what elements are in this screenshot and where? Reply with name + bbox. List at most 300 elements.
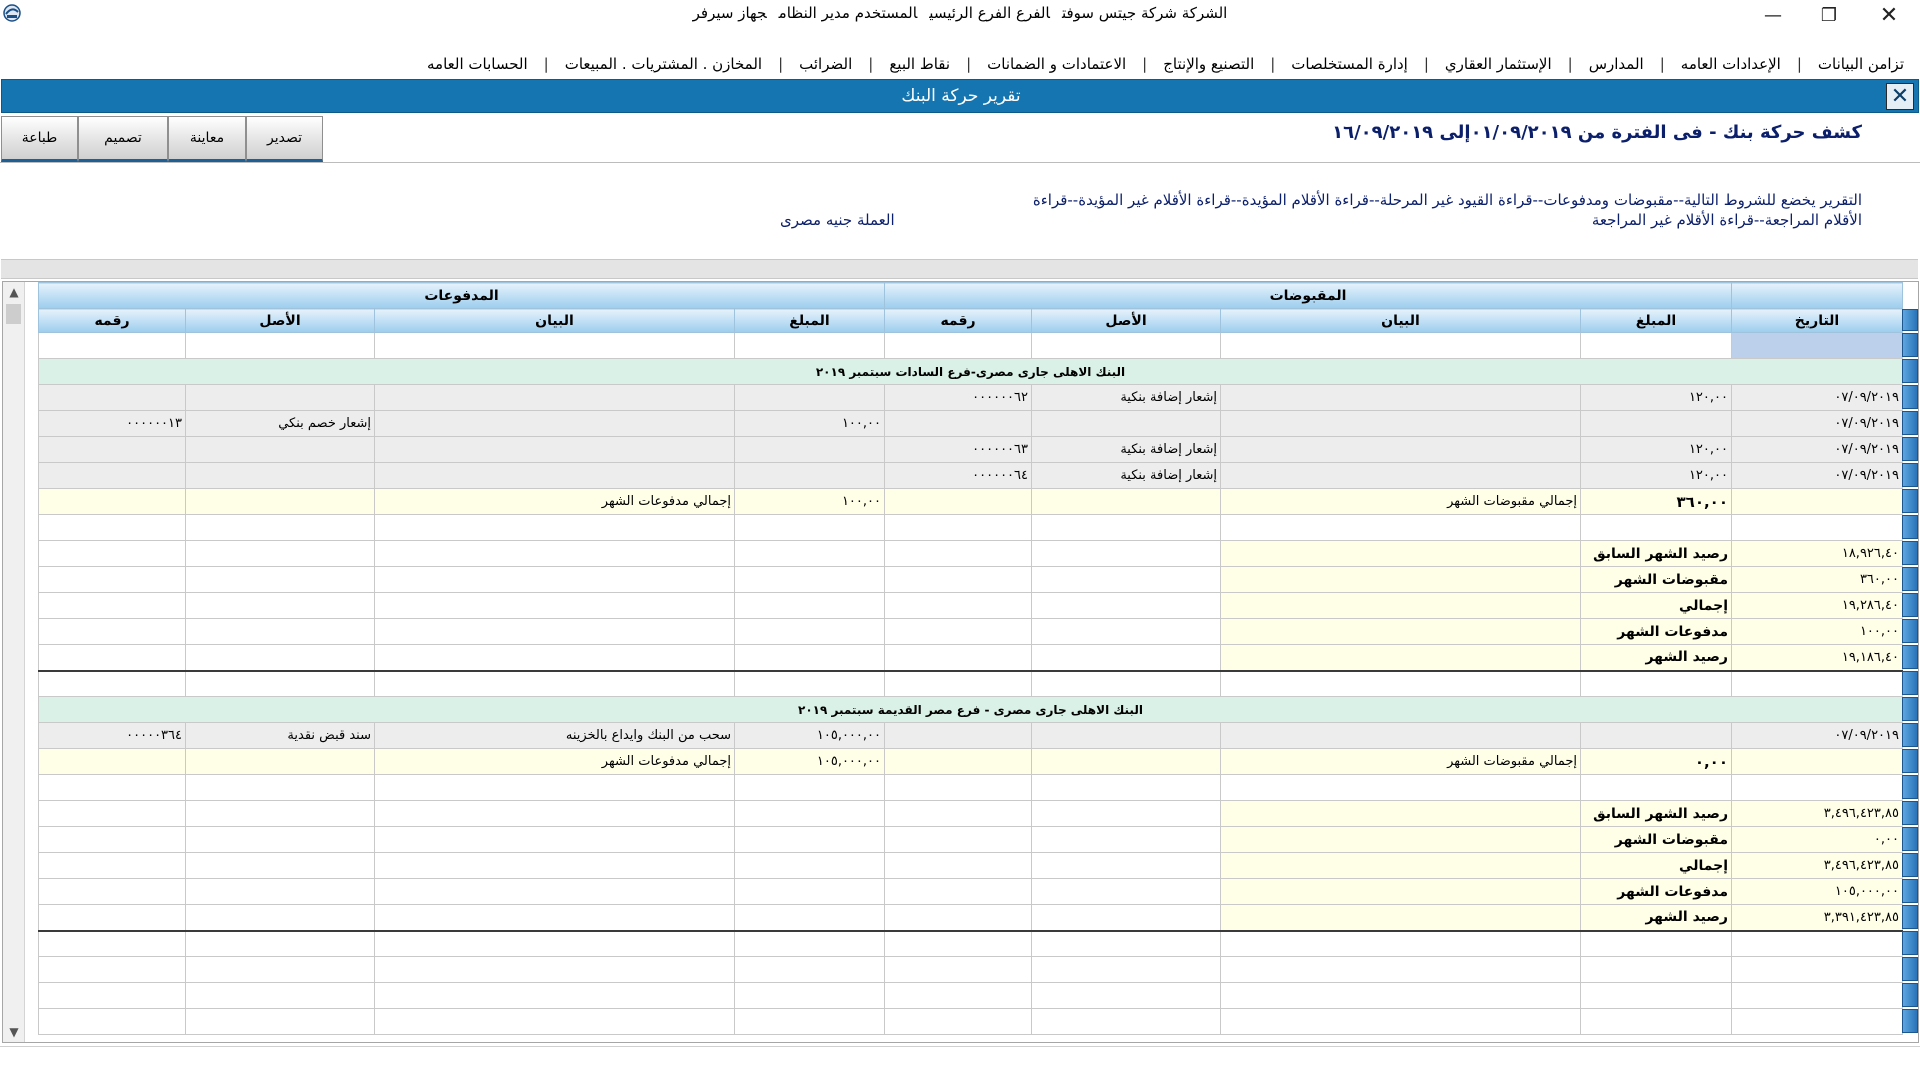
balance-row[interactable] <box>39 801 1903 827</box>
row-selector[interactable] <box>1902 309 1918 331</box>
cell-r-amount: ٠,٠٠ <box>1581 749 1732 775</box>
cell-p-amount <box>735 827 885 853</box>
main-menu-bar <box>0 30 1920 78</box>
cell-p-desc <box>375 593 735 619</box>
cell-r-amount: رصيد الشهر <box>1581 905 1732 931</box>
minimize-button[interactable]: — <box>1764 4 1782 26</box>
cell-date: ٣,٤٩٦,٤٢٣,٨٥ <box>1732 801 1903 827</box>
cell-p-amount <box>735 853 885 879</box>
cell-r-no <box>885 905 1032 931</box>
cell-r-no <box>885 645 1032 671</box>
balance-row[interactable] <box>39 879 1903 905</box>
report-header <box>1 79 1919 113</box>
cell-r-desc: إجمالي مقبوضات الشهر <box>1221 489 1581 515</box>
date-group-header <box>1732 283 1903 309</box>
cell-p-origin <box>186 593 375 619</box>
cell-p-amount <box>735 333 885 359</box>
cell-p-no: ٠٠٠٠٠٠١٣ <box>39 411 186 437</box>
col-header-p-desc[interactable]: البيان <box>375 309 735 333</box>
menu-item-3[interactable]: نقاط البيع <box>889 55 951 73</box>
table-row[interactable] <box>39 385 1903 411</box>
scroll-thumb[interactable] <box>6 304 21 324</box>
balance-row[interactable] <box>39 853 1903 879</box>
cell-p-no <box>39 645 186 671</box>
cell-r-origin: إشعار إضافة بنكية <box>1032 437 1221 463</box>
menu-separator: | <box>1423 55 1429 73</box>
cell-p-amount <box>735 671 885 697</box>
cell-p-origin <box>186 827 375 853</box>
cell-r-amount <box>1581 515 1732 541</box>
cell-p-desc: إجمالي مدفوعات الشهر <box>375 749 735 775</box>
cell-r-origin <box>1032 827 1221 853</box>
title-user: المستخدم مدير النظام <box>778 4 918 22</box>
cell-r-no <box>885 411 1032 437</box>
row-selector[interactable] <box>1902 541 1918 565</box>
row-selector[interactable] <box>1902 853 1918 877</box>
cell-p-amount <box>735 879 885 905</box>
cell-p-desc <box>375 515 735 541</box>
cell-p-origin <box>186 619 375 645</box>
cell-p-no <box>39 905 186 931</box>
cell-r-origin <box>1032 879 1221 905</box>
section-row[interactable] <box>39 697 1903 723</box>
cell-p-desc <box>375 541 735 567</box>
menu-item-8[interactable]: المدارس <box>1588 55 1644 73</box>
cell-r-desc <box>1221 827 1581 853</box>
cell-p-desc <box>375 437 735 463</box>
cell-p-no <box>39 437 186 463</box>
cell-p-desc <box>375 827 735 853</box>
title-branch: الفرع الفرع الرئيسي <box>929 4 1050 22</box>
cell-p-no <box>39 333 186 359</box>
cell-date <box>1732 489 1903 515</box>
section-title: البنك الاهلى جارى مصرى - فرع مصر القديمة سبتمبر ٢٠١٩ <box>39 697 1903 723</box>
cell-p-amount <box>735 619 885 645</box>
export-button[interactable]: تصدير <box>246 116 323 162</box>
cell-p-desc <box>375 333 735 359</box>
cell-p-no <box>39 957 186 983</box>
menu-item-1[interactable]: المخازن . المشتريات . المبيعات <box>564 55 763 73</box>
cell-p-amount <box>735 593 885 619</box>
cell-date: ٠٧/٠٩/٢٠١٩ <box>1732 437 1903 463</box>
cell-p-origin <box>186 333 375 359</box>
blank-row[interactable] <box>39 983 1903 1009</box>
col-header-r-amount[interactable]: المبلغ <box>1581 309 1732 333</box>
cell-r-origin <box>1032 333 1221 359</box>
cell-p-amount <box>735 983 885 1009</box>
row-selector[interactable] <box>1902 723 1918 747</box>
cell-r-desc <box>1221 385 1581 411</box>
cell-p-no <box>39 775 186 801</box>
cell-p-desc <box>375 983 735 1009</box>
blank-row[interactable] <box>39 333 1903 359</box>
title-bar <box>0 0 1920 30</box>
row-selector[interactable] <box>1902 593 1918 617</box>
cell-p-no <box>39 827 186 853</box>
menu-item-0[interactable]: الحسابات العامه <box>427 55 528 73</box>
row-selector[interactable] <box>1902 879 1918 903</box>
cell-r-amount <box>1581 333 1732 359</box>
balance-row[interactable] <box>39 619 1903 645</box>
column-header-row <box>39 309 1903 333</box>
payments-group-header: المدفوعات <box>39 283 885 309</box>
cell-r-desc <box>1221 957 1581 983</box>
blank-row[interactable] <box>39 515 1903 541</box>
cell-date: ٠٧/٠٩/٢٠١٩ <box>1732 723 1903 749</box>
cell-p-origin: إشعار خصم بنكي <box>186 411 375 437</box>
cell-p-no <box>39 853 186 879</box>
menu-separator: | <box>966 55 972 73</box>
cell-date <box>1732 1009 1903 1035</box>
balance-row[interactable] <box>39 827 1903 853</box>
cell-r-origin: إشعار إضافة بنكية <box>1032 463 1221 489</box>
cell-r-desc <box>1221 931 1581 957</box>
cell-date: ٠٧/٠٩/٢٠١٩ <box>1732 463 1903 489</box>
blank-row[interactable] <box>39 931 1903 957</box>
menu-list <box>425 55 1906 73</box>
col-header-r-no[interactable]: رقمه <box>885 309 1032 333</box>
row-selector[interactable] <box>1902 463 1918 487</box>
total-row[interactable] <box>39 489 1903 515</box>
cell-p-desc <box>375 619 735 645</box>
restore-button[interactable]: ❐ <box>1820 4 1838 26</box>
row-selector[interactable] <box>1902 359 1918 383</box>
cell-r-desc <box>1221 515 1581 541</box>
cell-p-desc: إجمالي مدفوعات الشهر <box>375 489 735 515</box>
menu-separator: | <box>1659 55 1665 73</box>
separator-strip <box>1 259 1918 279</box>
cell-p-desc <box>375 931 735 957</box>
row-selector[interactable] <box>1902 775 1918 799</box>
cell-p-origin <box>186 801 375 827</box>
cell-p-amount: ١٠٥,٠٠٠,٠٠ <box>735 723 885 749</box>
blank-row[interactable] <box>39 1009 1903 1035</box>
col-header-p-no[interactable]: رقمه <box>39 309 186 333</box>
section-row[interactable] <box>39 359 1903 385</box>
blank-row[interactable] <box>39 671 1903 697</box>
row-selector[interactable] <box>1902 385 1918 409</box>
cell-r-no <box>885 671 1032 697</box>
total-row[interactable] <box>39 749 1903 775</box>
cell-p-no <box>39 749 186 775</box>
cell-date <box>1732 515 1903 541</box>
row-selector[interactable] <box>1902 567 1918 591</box>
row-selector[interactable] <box>1902 983 1918 1007</box>
cell-r-amount: مدفوعات الشهر <box>1581 879 1732 905</box>
cell-r-origin <box>1032 931 1221 957</box>
cell-p-amount: ١٠٠,٠٠ <box>735 489 885 515</box>
cell-r-no <box>885 593 1032 619</box>
row-selector[interactable] <box>1902 333 1918 357</box>
cell-p-origin: سند قبض نقدية <box>186 723 375 749</box>
menu-separator: | <box>543 55 549 73</box>
cell-r-desc <box>1221 463 1581 489</box>
row-selector[interactable] <box>1902 827 1918 851</box>
table-row[interactable] <box>39 723 1903 749</box>
cell-date <box>1732 671 1903 697</box>
cell-p-amount <box>735 957 885 983</box>
cell-date: ١٩,١٨٦,٤٠ <box>1732 645 1903 671</box>
cell-p-amount <box>735 905 885 931</box>
cell-p-desc <box>375 645 735 671</box>
cell-p-desc <box>375 411 735 437</box>
cell-r-origin <box>1032 515 1221 541</box>
cell-r-no <box>885 957 1032 983</box>
balance-row[interactable] <box>39 645 1903 671</box>
cell-p-no <box>39 619 186 645</box>
cell-date <box>1732 749 1903 775</box>
cell-r-desc <box>1221 333 1581 359</box>
cell-r-no <box>885 879 1032 905</box>
cell-r-amount <box>1581 957 1732 983</box>
close-icon: ✕ <box>1890 84 1910 109</box>
cell-p-no <box>39 541 186 567</box>
grid-table-wrapper <box>38 282 1902 1035</box>
cell-r-desc <box>1221 411 1581 437</box>
cell-r-no <box>885 801 1032 827</box>
cell-r-origin <box>1032 567 1221 593</box>
row-selector-column <box>1902 282 1918 1042</box>
row-selector[interactable] <box>1902 957 1918 981</box>
balance-row[interactable] <box>39 593 1903 619</box>
cell-p-origin <box>186 931 375 957</box>
menu-item-2[interactable]: الضرائب <box>799 55 853 73</box>
cell-date: ٣,٤٩٦,٤٢٣,٨٥ <box>1732 853 1903 879</box>
cell-p-desc <box>375 385 735 411</box>
cell-p-origin <box>186 905 375 931</box>
cell-date: ١٠٠,٠٠ <box>1732 619 1903 645</box>
cell-r-amount <box>1581 931 1732 957</box>
print-button[interactable]: طباعة <box>1 116 78 162</box>
cell-r-origin <box>1032 983 1221 1009</box>
cell-r-no <box>885 749 1032 775</box>
window-close-button[interactable]: ✕ <box>1879 2 1899 28</box>
cell-date: ٠,٠٠ <box>1732 827 1903 853</box>
cell-p-amount <box>735 541 885 567</box>
cell-p-no <box>39 671 186 697</box>
cell-r-desc <box>1221 567 1581 593</box>
cell-r-origin <box>1032 671 1221 697</box>
blank-row[interactable] <box>39 775 1903 801</box>
title-device: جهاز سيرفر <box>692 4 767 22</box>
cell-p-amount <box>735 801 885 827</box>
cell-r-amount: رصيد الشهر السابق <box>1581 541 1732 567</box>
cell-r-desc <box>1221 1009 1581 1035</box>
col-header-p-origin[interactable]: الأصل <box>186 309 375 333</box>
row-selector[interactable] <box>1902 671 1918 695</box>
scroll-down-icon[interactable]: ▼ <box>9 1025 19 1039</box>
cell-p-origin <box>186 463 375 489</box>
cell-r-desc <box>1221 723 1581 749</box>
cell-p-amount: ١٠٠,٠٠ <box>735 411 885 437</box>
cell-r-no: ٠٠٠٠٠٠٦٣ <box>885 437 1032 463</box>
cell-r-desc <box>1221 801 1581 827</box>
cell-p-desc <box>375 775 735 801</box>
col-header-r-desc[interactable]: البيان <box>1221 309 1581 333</box>
cell-p-no <box>39 567 186 593</box>
table-row[interactable] <box>39 411 1903 437</box>
cell-r-origin <box>1032 645 1221 671</box>
col-header-p-amount[interactable]: المبلغ <box>735 309 885 333</box>
table-row[interactable] <box>39 437 1903 463</box>
row-selector[interactable] <box>1902 515 1918 539</box>
menu-item-5[interactable]: التصنيع والإنتاج <box>1163 55 1255 73</box>
row-selector[interactable] <box>1902 697 1918 721</box>
cell-p-desc <box>375 1009 735 1035</box>
cell-r-no <box>885 619 1032 645</box>
cell-r-origin <box>1032 541 1221 567</box>
cell-p-no <box>39 489 186 515</box>
cell-date <box>1732 983 1903 1009</box>
cell-r-desc <box>1221 593 1581 619</box>
cell-r-no <box>885 983 1032 1009</box>
cell-r-origin <box>1032 723 1221 749</box>
cell-r-no: ٠٠٠٠٠٠٦٤ <box>885 463 1032 489</box>
menu-separator: | <box>1567 55 1573 73</box>
cell-p-desc <box>375 905 735 931</box>
cell-p-no <box>39 1009 186 1035</box>
cell-date: ١٠٥,٠٠٠,٠٠ <box>1732 879 1903 905</box>
cell-p-amount <box>735 385 885 411</box>
cell-date: ٠٧/٠٩/٢٠١٩ <box>1732 411 1903 437</box>
row-selector[interactable] <box>1902 489 1918 513</box>
cell-p-origin <box>186 775 375 801</box>
row-selector[interactable] <box>1902 931 1918 955</box>
cell-p-origin <box>186 489 375 515</box>
row-selector[interactable] <box>1902 411 1918 435</box>
col-header-r-origin[interactable]: الأصل <box>1032 309 1221 333</box>
menu-item-9[interactable]: الإعدادات العامه <box>1680 55 1781 73</box>
cell-p-origin <box>186 879 375 905</box>
group-header-row <box>39 283 1903 309</box>
cell-p-desc <box>375 671 735 697</box>
cell-r-origin <box>1032 619 1221 645</box>
menu-separator: | <box>1142 55 1148 73</box>
title-company: الشركة شركة جيتس سوفت <box>1061 4 1228 22</box>
cell-p-amount <box>735 645 885 671</box>
cell-r-desc <box>1221 437 1581 463</box>
report-conditions: التقرير يخضع للشروط التالية--مقبوضات ومدفوعات--قراءة القيود غير المرحلة--قراءة الأقلام المؤيدة--قراءة الأقلام غير المؤيدة--قراءة الأقلام المراجعة--قراءة الأقلام غير المراجعة <box>1032 191 1862 229</box>
row-selector[interactable] <box>1902 749 1918 773</box>
cell-r-origin <box>1032 1009 1221 1035</box>
cell-r-origin <box>1032 905 1221 931</box>
row-selector[interactable] <box>1902 1009 1918 1033</box>
row-selector[interactable] <box>1902 905 1918 929</box>
col-header-date[interactable]: التاريخ <box>1732 309 1903 333</box>
cell-date: ١٩,٢٨٦,٤٠ <box>1732 593 1903 619</box>
menu-separator: | <box>868 55 874 73</box>
cell-r-no <box>885 853 1032 879</box>
preview-button[interactable]: معاينة <box>168 116 246 162</box>
menu-separator: | <box>1796 55 1802 73</box>
cell-r-amount <box>1581 671 1732 697</box>
cell-date: ٣٦٠,٠٠ <box>1732 567 1903 593</box>
report-title: تقرير حركة البنك <box>901 86 1021 106</box>
menu-item-4[interactable]: الاعتمادات و الضمانات <box>987 55 1127 73</box>
cell-p-origin <box>186 853 375 879</box>
design-button[interactable]: تصميم <box>78 116 168 162</box>
receipts-group-header: المقبوضات <box>885 283 1732 309</box>
menu-separator: | <box>1270 55 1276 73</box>
cell-r-desc <box>1221 619 1581 645</box>
cell-r-amount: مقبوضات الشهر <box>1581 567 1732 593</box>
row-selector[interactable] <box>1902 801 1918 825</box>
cell-r-no <box>885 827 1032 853</box>
cell-p-origin <box>186 515 375 541</box>
close-report-button[interactable] <box>1886 83 1914 110</box>
scroll-up-icon[interactable]: ▲ <box>9 285 19 299</box>
divider <box>0 162 1920 163</box>
menu-separator: | <box>778 55 784 73</box>
cell-r-amount <box>1581 1009 1732 1035</box>
cell-r-origin <box>1032 593 1221 619</box>
cell-r-no <box>885 541 1032 567</box>
cell-r-amount: مقبوضات الشهر <box>1581 827 1732 853</box>
cell-p-origin <box>186 749 375 775</box>
vertical-scrollbar[interactable] <box>3 282 25 1042</box>
statement-title: كشف حركة بنك - فى الفترة من ٠١/٠٩/٢٠١٩إلى ١٦/٠٩/٢٠١٩ <box>1332 122 1862 143</box>
row-selector[interactable] <box>1902 619 1918 643</box>
cell-date <box>1732 931 1903 957</box>
cell-p-origin <box>186 671 375 697</box>
cell-r-amount: ٣٦٠,٠٠ <box>1581 489 1732 515</box>
cell-p-origin <box>186 567 375 593</box>
blank-row[interactable] <box>39 957 1903 983</box>
cell-p-no <box>39 931 186 957</box>
cell-p-no <box>39 983 186 1009</box>
cell-r-no <box>885 723 1032 749</box>
balance-row[interactable] <box>39 567 1903 593</box>
cell-r-desc <box>1221 541 1581 567</box>
grid-table <box>38 282 1903 1035</box>
row-selector[interactable] <box>1902 645 1918 669</box>
window-title <box>0 4 1920 22</box>
cell-p-desc <box>375 801 735 827</box>
cell-p-no <box>39 879 186 905</box>
cell-r-no: ٠٠٠٠٠٠٦٢ <box>885 385 1032 411</box>
cell-p-amount <box>735 437 885 463</box>
cell-r-desc: إجمالي مقبوضات الشهر <box>1221 749 1581 775</box>
cell-date: ٣,٣٩١,٤٢٣,٨٥ <box>1732 905 1903 931</box>
cell-r-desc <box>1221 645 1581 671</box>
menu-item-7[interactable]: الإستثمار العقاري <box>1444 55 1552 73</box>
cell-p-origin <box>186 1009 375 1035</box>
menu-item-10[interactable]: تزامن البيانات <box>1817 55 1904 73</box>
cell-p-amount <box>735 775 885 801</box>
cell-r-amount: ١٢٠,٠٠ <box>1581 385 1732 411</box>
balance-row[interactable] <box>39 541 1903 567</box>
cell-p-amount <box>735 463 885 489</box>
cell-r-no <box>885 515 1032 541</box>
cell-p-desc <box>375 567 735 593</box>
table-row[interactable] <box>39 463 1903 489</box>
cell-date <box>1732 333 1903 359</box>
cell-p-desc <box>375 957 735 983</box>
cell-p-origin <box>186 983 375 1009</box>
cell-r-amount <box>1581 983 1732 1009</box>
cell-r-amount <box>1581 723 1732 749</box>
balance-row[interactable] <box>39 905 1903 931</box>
row-selector[interactable] <box>1902 437 1918 461</box>
report-grid <box>2 281 1919 1043</box>
cell-r-amount <box>1581 775 1732 801</box>
cell-r-origin <box>1032 749 1221 775</box>
cell-p-origin <box>186 645 375 671</box>
cell-r-origin <box>1032 801 1221 827</box>
menu-item-6[interactable]: إدارة المستخلصات <box>1291 55 1408 73</box>
cell-p-no <box>39 385 186 411</box>
cell-p-no <box>39 463 186 489</box>
